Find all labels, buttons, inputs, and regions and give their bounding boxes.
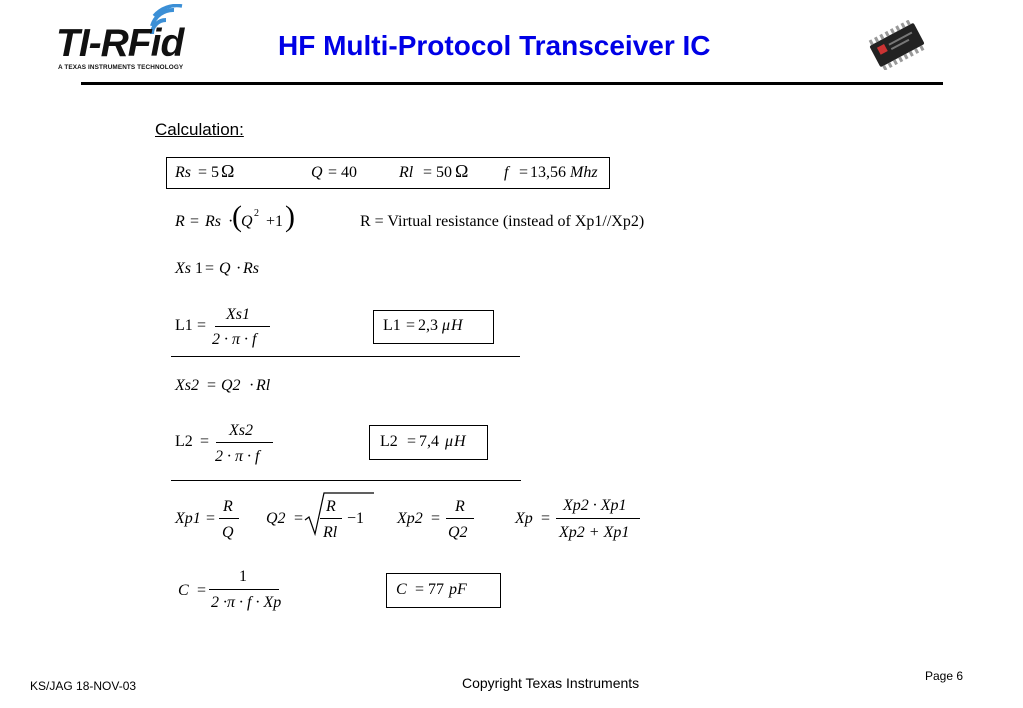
q2-lhs: Q2 <box>266 510 286 527</box>
l2-numerator: Xs2 <box>229 422 253 439</box>
f-equals: = <box>519 164 529 181</box>
r-equals: = <box>190 213 200 230</box>
logo-text: TI-RFid <box>56 22 184 65</box>
q2-denominator: Rl <box>323 524 338 541</box>
xs2-rl: Rl <box>256 377 271 394</box>
c-result-value: 77 <box>428 581 444 598</box>
c-result-unit: pF <box>449 581 467 598</box>
c-fraction-bar <box>209 589 279 590</box>
r-q: Q <box>241 213 253 230</box>
xp1-numerator: R <box>223 498 233 515</box>
l2-result-unit: H <box>454 433 466 450</box>
r-exponent: 2 <box>254 208 259 219</box>
xp-equals: = <box>541 510 551 527</box>
xp1-lhs: Xp1 <box>175 510 201 527</box>
c-result-equals: = <box>415 581 425 598</box>
sqrt-symbol <box>304 490 376 540</box>
r-rs: Rs <box>205 213 221 230</box>
l2-lhs: L2 <box>175 433 193 450</box>
xs1-rs: Rs <box>243 260 259 277</box>
l2-fraction-bar <box>216 442 273 443</box>
header-divider <box>81 82 943 85</box>
xs2-lhs: Xs2 <box>175 377 199 394</box>
q2-minus-one: −1 <box>347 510 365 527</box>
rl-equals: = <box>423 164 433 181</box>
l1-equals: = <box>197 317 207 334</box>
f-symbol: f <box>504 164 509 181</box>
calculation-heading: Calculation: <box>155 120 244 139</box>
xp1-equals: = <box>206 510 216 527</box>
q-value: 40 <box>341 164 357 181</box>
page-title: HF Multi-Protocol Transceiver IC <box>278 30 711 61</box>
footer-author-date: KS/JAG 18-NOV-03 <box>30 679 137 693</box>
f-value: 13,56 <box>530 164 566 181</box>
xp-numerator: Xp2 · Xp1 <box>563 497 627 514</box>
r-dot: · <box>228 213 234 230</box>
r-left-paren: ( <box>232 200 242 233</box>
r-right-paren: ) <box>285 200 295 233</box>
rs-value: 5 <box>211 164 219 181</box>
xp2-denominator: Q2 <box>448 524 468 541</box>
q2-equals: = <box>294 510 304 527</box>
l2-result-equals: = <box>407 433 417 450</box>
l2-denominator: 2 · π · f <box>215 448 260 465</box>
footer-copyright: Copyright Texas Instruments <box>462 675 640 691</box>
q2-fraction-bar <box>320 518 342 519</box>
xs1-lhs: Xs <box>175 260 191 277</box>
rl-value: 50 <box>436 164 452 181</box>
q-symbol: Q <box>311 164 323 181</box>
xp2-equals: = <box>431 510 441 527</box>
xp-fraction-bar <box>556 518 640 519</box>
l1-result-equals: = <box>406 317 416 334</box>
l2-equals: = <box>200 433 210 450</box>
c-denominator: 2 ·π · f · Xp <box>211 594 282 611</box>
logo-subtext: A TEXAS INSTRUMENTS TECHNOLOGY <box>58 64 184 71</box>
rs-equals: = <box>198 164 208 181</box>
section-divider-1 <box>171 356 520 357</box>
rl-unit: Ω <box>455 161 469 181</box>
l2-result-value: 7,4 <box>419 433 439 450</box>
r-plus-one: +1 <box>266 213 284 230</box>
xs1-q: Q <box>219 260 231 277</box>
c-numerator: 1 <box>239 568 247 585</box>
c-result-lhs: C <box>396 581 407 598</box>
r-lhs: R <box>175 213 185 230</box>
xs2-equals: = <box>207 377 217 394</box>
rl-symbol: Rl <box>399 164 414 181</box>
xp-denominator: Xp2 + Xp1 <box>559 524 630 541</box>
xp2-fraction-bar <box>446 518 474 519</box>
q2-numerator: R <box>326 498 336 515</box>
q-equals: = <box>328 164 338 181</box>
l1-result-unit: H <box>451 317 463 334</box>
xs1-equals: = <box>205 260 215 277</box>
xp1-fraction-bar <box>219 518 239 519</box>
xs1-index: 1 <box>195 260 203 277</box>
l2-result-lhs: L2 <box>380 433 398 450</box>
l1-numerator: Xs1 <box>226 306 250 323</box>
l1-result-lhs: L1 <box>383 317 401 334</box>
rs-symbol: Rs <box>175 164 191 181</box>
l1-result-value: 2,3 <box>418 317 438 334</box>
f-unit: Mhz <box>570 164 598 181</box>
xp-lhs: Xp <box>515 510 533 527</box>
ic-chip-icon <box>862 20 932 70</box>
xs2-q2: Q2 <box>221 377 241 394</box>
l1-result-mu: μ <box>442 317 451 334</box>
xs2-dot: · <box>249 377 255 394</box>
c-equals: = <box>197 582 207 599</box>
c-lhs: C <box>178 582 189 599</box>
l1-denominator: 2 · π · f <box>212 331 257 348</box>
rs-unit: Ω <box>221 161 235 181</box>
xp2-lhs: Xp2 <box>397 510 423 527</box>
footer-page-number: Page 6 <box>925 669 964 683</box>
l1-fraction-bar <box>215 326 270 327</box>
l2-result-mu: μ <box>445 433 454 450</box>
r-note: R = Virtual resistance (instead of Xp1//Xp2) <box>360 213 645 230</box>
xp2-numerator: R <box>455 498 465 515</box>
l1-lhs: L1 <box>175 317 193 334</box>
xs1-dot: · <box>236 260 242 277</box>
xp1-denominator: Q <box>222 524 234 541</box>
section-divider-2 <box>171 480 521 481</box>
